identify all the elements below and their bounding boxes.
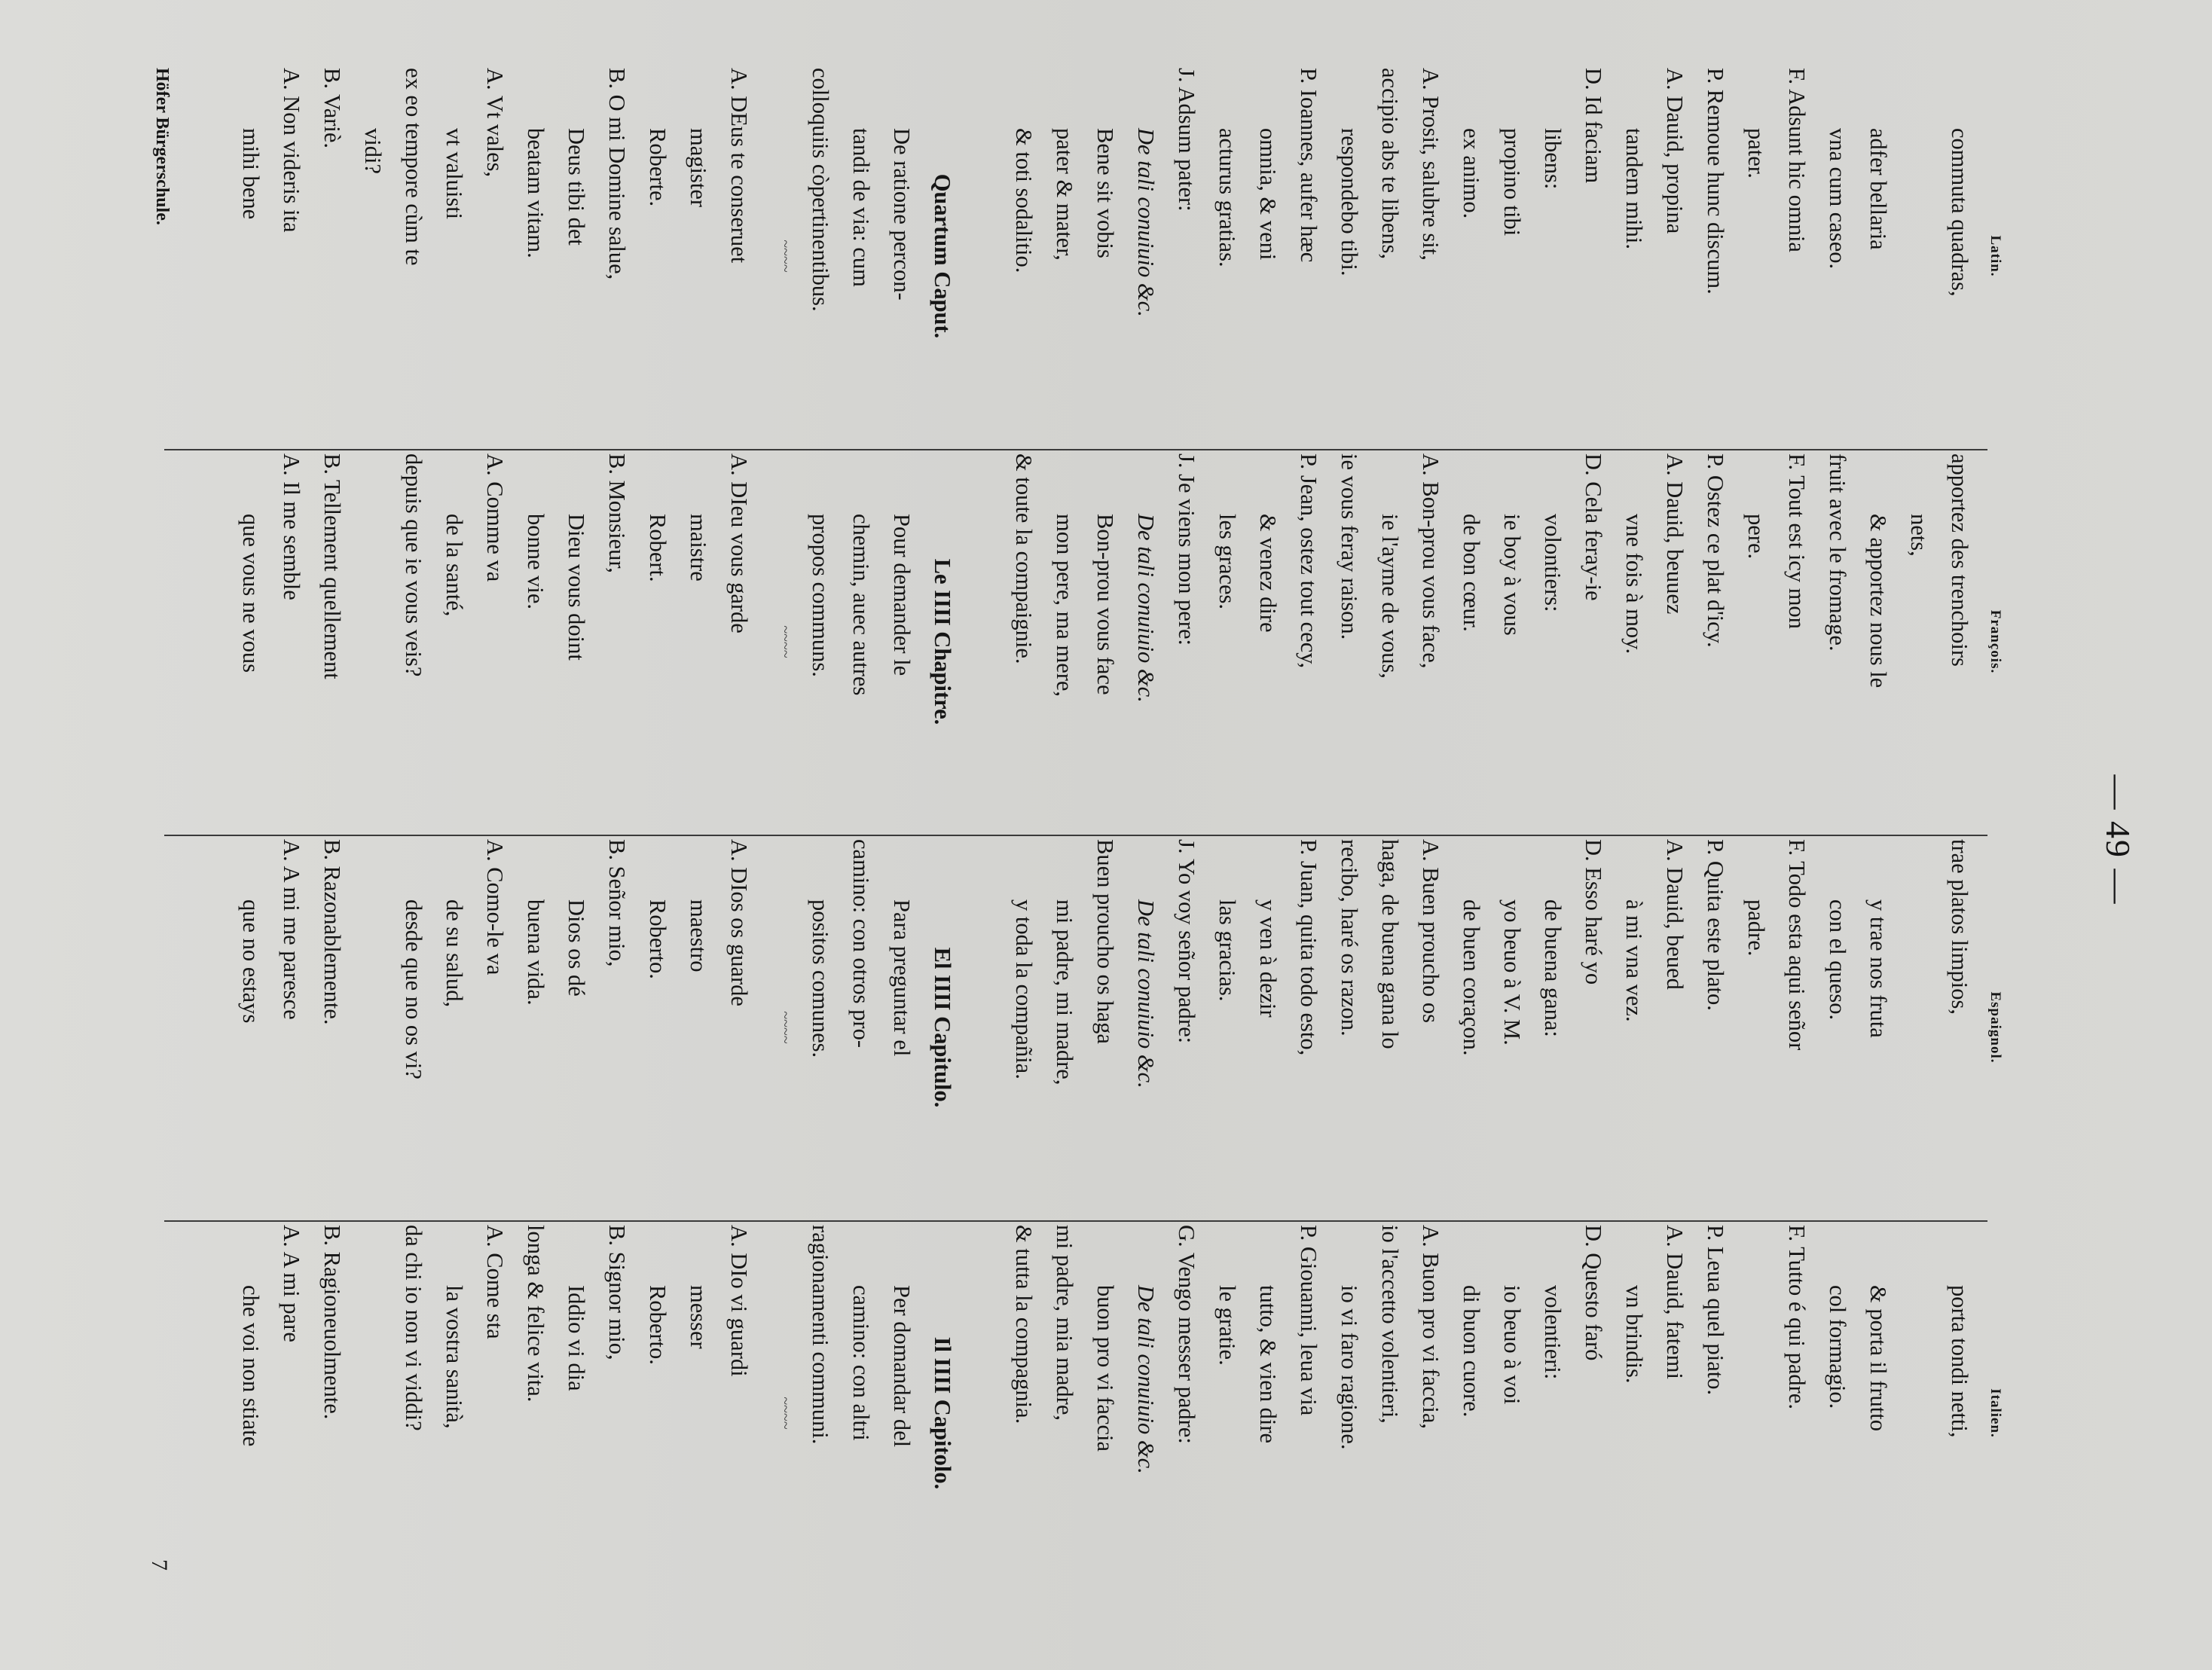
text-line: Bene sit vobis — [1092, 128, 1118, 258]
speaker-line: F. Adsunt hic omnia — [1784, 68, 1810, 252]
text-line: Robert. — [645, 514, 671, 582]
text-line: tandi de via: cum — [848, 128, 874, 287]
column-divider-rule — [164, 449, 1987, 450]
text-line: maistre — [686, 514, 711, 582]
page-number: — 49 — — [2099, 774, 2137, 905]
text-line: beatam vitam. — [523, 128, 548, 258]
text-line: De ratione percon- — [889, 128, 915, 301]
text-line: Roberto. — [645, 1285, 671, 1365]
text-line: Bon-prou vous face — [1092, 514, 1118, 695]
text-line: respondebo tibi. — [1337, 128, 1362, 276]
text-line: camino: con otros pro- — [848, 839, 874, 1048]
text-line: à mi vna vez. — [1621, 899, 1647, 1022]
text-line: mihi bene — [238, 128, 264, 220]
text-line: accipio abs te libens, — [1377, 68, 1403, 260]
text-line: tandem mihi. — [1621, 128, 1647, 249]
speaker-line: J. Adsum pater: — [1174, 68, 1199, 212]
text-line — [963, 1225, 1004, 1601]
text-line — [1899, 68, 1939, 444]
rotated-book-page — [81, 68, 2161, 1612]
text-line: Pour demander le — [889, 514, 915, 676]
text-line: & venez dire — [1255, 514, 1281, 633]
text-line — [1899, 839, 1939, 1216]
text-line — [353, 453, 393, 830]
speaker-line: F. Tutto é qui padre. — [1784, 1225, 1810, 1409]
language-column — [127, 453, 2010, 830]
text-line: vt valuisti — [441, 128, 467, 220]
speaker-line: D. Questo faró — [1581, 1225, 1606, 1361]
text-line: vna cum caseo. — [1825, 128, 1850, 270]
speaker-line: P. Giouanni, leua via — [1296, 1225, 1321, 1416]
text-line: de la santé, — [441, 514, 467, 617]
text-line: magister — [686, 128, 711, 208]
text-line: vidi? — [360, 128, 386, 174]
speaker-line: J. Yo voy señor padre: — [1174, 839, 1199, 1044]
column-heading: Espaignol. — [1987, 991, 2003, 1064]
text-line: io beuo à voi — [1499, 1285, 1525, 1405]
text-line: de bon cœur. — [1459, 514, 1484, 632]
section-ornament: ~~~~ — [777, 1011, 793, 1044]
text-line: bonne vie. — [523, 514, 548, 610]
speaker-line: A. Prosit, salubre sit, — [1418, 68, 1444, 261]
column-heading: Latin. — [1987, 235, 2003, 277]
speaker-line: P. Quita este plato. — [1703, 839, 1728, 1011]
language-column — [127, 68, 2010, 444]
speaker-line: B. Ragioneuolmente. — [319, 1225, 345, 1420]
text-line: Iddio vi dia — [564, 1285, 589, 1391]
text-line: que vous ne vous — [238, 514, 264, 673]
text-line: propos communs. — [808, 514, 833, 677]
speaker-line: A. DIos os guarde — [726, 839, 752, 1006]
four-language-columns — [127, 68, 2010, 1612]
text-line — [963, 68, 1004, 444]
speaker-line: D. Id faciam — [1581, 68, 1606, 184]
text-line: volentieri: — [1540, 1285, 1566, 1380]
text-line: ie l'ayme de vous, — [1377, 514, 1403, 679]
speaker-line: A. DIo vi guardi — [726, 1225, 752, 1377]
text-line: fruit avec le fromage. — [1825, 453, 1850, 652]
text-line: ex eo tempore cùm te — [401, 68, 426, 266]
footer-library-stamp: Höfer Bürgerschule. — [152, 68, 172, 225]
text-line: y toda la compañia. — [1011, 899, 1037, 1079]
text-line: padre. — [1743, 899, 1769, 957]
column-divider-rule — [164, 835, 1987, 836]
speaker-line: P. Remoue hunc discum. — [1703, 68, 1728, 295]
speaker-line: A. Como-le va — [482, 839, 508, 975]
speaker-line: A. Il me semble — [279, 453, 304, 600]
section-ornament: ~~~~ — [777, 1397, 793, 1430]
speaker-line: A. Comme va — [482, 453, 508, 582]
text-line: mi padre, mia madre, — [1052, 1225, 1077, 1421]
text-line: Roberte. — [645, 128, 671, 207]
speaker-line: P. Juan, quita todo esto, — [1296, 839, 1321, 1056]
text-line: la vostra sanità, — [441, 1285, 467, 1429]
text-line — [1736, 1225, 1777, 1601]
text-line: les graces. — [1214, 514, 1240, 610]
text-line: pater. — [1743, 128, 1769, 179]
section-ornament: ~~~~ — [777, 240, 793, 273]
chapter-title: Il IIII Capitolo. — [930, 1336, 955, 1490]
language-column — [127, 1225, 2010, 1601]
text-line: col formagio. — [1825, 1285, 1850, 1409]
text-line: y ven à dezir — [1255, 899, 1281, 1018]
speaker-line: A. Dauid, beuuez — [1662, 453, 1688, 615]
text-line: che voi non stiate — [238, 1285, 264, 1447]
text-line — [1899, 1225, 1939, 1601]
text-line — [963, 453, 1004, 830]
text-line: adfer bellaria — [1865, 128, 1891, 250]
speaker-line: B. Monsieur, — [604, 453, 630, 573]
text-line: & toute la compaignie. — [1011, 453, 1037, 664]
text-line — [353, 1225, 393, 1601]
text-line: tutto, & vien dire — [1255, 1285, 1281, 1444]
speaker-line: B. Señor mio, — [604, 839, 630, 967]
text-line: nets, — [1906, 514, 1932, 557]
text-line: & toti sodalitio. — [1011, 128, 1037, 273]
speaker-line: B. Variè. — [319, 68, 345, 149]
text-line: De tali conuiuio &c. — [1133, 899, 1159, 1088]
text-line: colloquiis còpertinentibus. — [808, 68, 833, 312]
text-line: acturus gratias. — [1214, 128, 1240, 267]
text-line: commuta quadras, — [1947, 128, 1972, 297]
text-line: ie vous feray raison. — [1337, 453, 1362, 640]
speaker-line: D. Esso haré yo — [1581, 839, 1606, 985]
text-line: buon pro vi faccia — [1092, 1285, 1118, 1452]
speaker-line: A. A mi pare — [279, 1225, 304, 1342]
text-line: De tali conuiuio &c. — [1133, 128, 1159, 317]
text-line: vn brindis. — [1621, 1285, 1647, 1384]
text-line: ie boy à vous — [1499, 514, 1525, 636]
text-line: Roberto. — [645, 899, 671, 979]
speaker-line: B. Razonablemente. — [319, 839, 345, 1025]
text-line: Dios os dé — [564, 899, 589, 997]
language-column — [127, 839, 2010, 1216]
text-line: Dieu vous doint — [564, 514, 589, 661]
text-line: Para preguntar el — [889, 899, 915, 1057]
text-line: io l'accetto volentieri, — [1377, 1225, 1403, 1424]
speaker-line: B. Tellement quellement — [319, 453, 345, 679]
text-line: pere. — [1743, 514, 1769, 560]
text-line: las gracias. — [1214, 899, 1240, 1002]
text-line: & porta il frutto — [1865, 1285, 1891, 1431]
speaker-line: B. O mi Domine salue, — [604, 68, 630, 280]
speaker-line: A. Non videris ita — [279, 68, 304, 233]
column-heading: François. — [1987, 609, 2003, 674]
text-line: da chi io non vi viddi? — [401, 1225, 426, 1431]
speaker-line: A. Buen proucho os — [1418, 839, 1444, 1023]
text-line: messer — [686, 1285, 711, 1349]
text-line: Buen proucho os haga — [1092, 839, 1118, 1044]
footer-signature-number: 7 — [147, 1559, 172, 1571]
text-line: & tutta la compagnia. — [1011, 1225, 1037, 1424]
speaker-line: B. Signor mio, — [604, 1225, 630, 1360]
speaker-line: A. DIeu vous garde — [726, 453, 752, 634]
text-line: recibo, haré os razon. — [1337, 839, 1362, 1036]
text-line: que no estays — [238, 899, 264, 1024]
text-line: haga, de buena gana lo — [1377, 839, 1403, 1049]
speaker-line: A. A mi me paresce — [279, 839, 304, 1020]
text-line — [963, 839, 1004, 1216]
speaker-line: F. Todo esta aqui señor — [1784, 839, 1810, 1051]
column-divider-rule — [164, 1220, 1987, 1222]
speaker-line: A. Vt vales, — [482, 68, 508, 178]
text-line: De tali conuiuio &c. — [1133, 514, 1159, 703]
chapter-title: Quartum Caput. — [930, 173, 955, 339]
speaker-line: G. Vengo messer padre: — [1174, 1225, 1199, 1444]
text-line: desde que no os vi? — [401, 899, 426, 1079]
speaker-line: A. Bon-prou vous face, — [1418, 453, 1444, 669]
text-line: De tali conuiuio &c. — [1133, 1285, 1159, 1474]
text-line: io vi faro ragione. — [1337, 1285, 1362, 1450]
speaker-line: A. Buon pro vi faccia, — [1418, 1225, 1444, 1430]
speaker-line: P. Leua quel piato. — [1703, 1225, 1728, 1396]
text-line: ex animo. — [1459, 128, 1484, 219]
text-line: & apportez nous le — [1865, 514, 1891, 688]
speaker-line: P. Jean, ostez tout cecy, — [1296, 453, 1321, 669]
text-line — [353, 839, 393, 1216]
section-ornament: ~~~~ — [777, 625, 793, 658]
text-line: Per domandar del — [889, 1285, 915, 1448]
speaker-line: A. Dauid, propina — [1662, 68, 1688, 234]
text-line: positos comunes. — [808, 899, 833, 1058]
text-line: mon pere, ma mere, — [1052, 514, 1077, 698]
chapter-title: El IIII Capitulo. — [930, 947, 955, 1108]
text-line: de buen coraçon. — [1459, 899, 1484, 1056]
text-line: chemin, auec autres — [848, 514, 874, 696]
text-line: camino: con altri — [848, 1285, 874, 1441]
text-line: maestro — [686, 899, 711, 972]
text-line: trae platos limpios, — [1947, 839, 1972, 1015]
text-line: omnia, & veni — [1255, 128, 1281, 261]
speaker-line: P. Ostez ce plat d'icy. — [1703, 453, 1728, 648]
speaker-line: A. Come sta — [482, 1225, 508, 1339]
text-line: mi padre, mi madre, — [1052, 899, 1077, 1085]
text-line: pater & mater, — [1052, 128, 1077, 261]
text-line: volontiers: — [1540, 514, 1566, 612]
speaker-line: D. Cela feray-ie — [1581, 453, 1606, 601]
text-line: vne fois à moy. — [1621, 514, 1647, 655]
speaker-line: A. DEus te conseruet — [726, 68, 752, 264]
text-line: y trae nos fruta — [1865, 899, 1891, 1038]
text-line: yo beuo à V. M. — [1499, 899, 1525, 1046]
speaker-line: F. Tout est icy mon — [1784, 453, 1810, 629]
text-line: apportez des trenchoirs — [1947, 453, 1972, 667]
speaker-line: A. Dauid, beued — [1662, 839, 1688, 990]
chapter-title: Le IIII Chapitre. — [930, 558, 955, 725]
text-line: libens: — [1540, 128, 1566, 190]
text-line: le gratie. — [1214, 1285, 1240, 1366]
speaker-line: A. Dauid, fatemi — [1662, 1225, 1688, 1379]
text-line: longa & felice vita. — [523, 1225, 548, 1403]
text-line: di buon cuore. — [1459, 1285, 1484, 1418]
text-line: de su salud, — [441, 899, 467, 1008]
column-heading: Italien. — [1987, 1388, 2003, 1438]
text-line: propino tibi — [1499, 128, 1525, 237]
text-line: porta tondi netti, — [1947, 1285, 1972, 1438]
text-line: Deus tibi det — [564, 128, 589, 246]
speaker-line: P. Ioannes, aufer hæc — [1296, 68, 1321, 263]
text-line: con el queso. — [1825, 899, 1850, 1021]
text-line: ragionamenti communi. — [808, 1225, 833, 1445]
text-line: depuis que ie vous veis? — [401, 453, 426, 677]
speaker-line: J. Je viens mon pere: — [1174, 453, 1199, 646]
text-line: buena vida. — [523, 899, 548, 1006]
text-line: de buena gana: — [1540, 899, 1566, 1037]
